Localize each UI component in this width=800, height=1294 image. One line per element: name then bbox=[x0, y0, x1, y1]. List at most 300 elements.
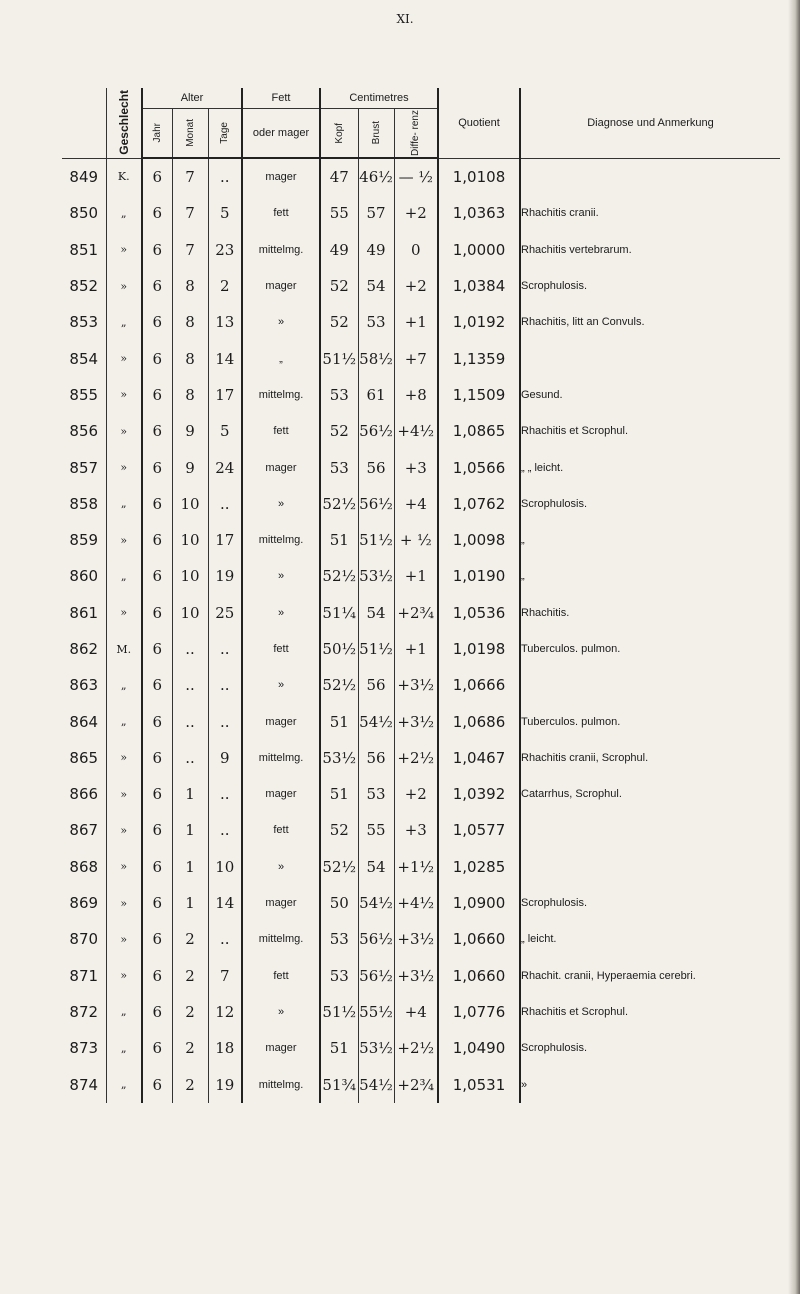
cell-no: 860 bbox=[69, 567, 99, 586]
table-row bbox=[62, 340, 780, 376]
header-fett-sub: oder mager bbox=[242, 109, 320, 159]
cell-tage: 18 bbox=[208, 1030, 242, 1066]
header-monat: Monat bbox=[172, 109, 208, 159]
cell-quot: 1,0285 bbox=[438, 849, 520, 885]
cell-brust: 55½ bbox=[358, 994, 394, 1030]
cell-diag: Rhachitis, litt an Convuls. bbox=[520, 304, 780, 340]
header-fett: Fett bbox=[242, 88, 320, 109]
cell-diff: +1 bbox=[394, 304, 438, 340]
cell-tage: 2 bbox=[208, 268, 242, 304]
cell-no: 849 bbox=[69, 167, 99, 186]
cell-monat: 9 bbox=[172, 413, 208, 449]
cell-quot: 1,0776 bbox=[438, 994, 520, 1030]
cell-sex: » bbox=[106, 812, 142, 848]
cell-no: 850 bbox=[69, 204, 99, 223]
cell-no: 859 bbox=[69, 531, 99, 550]
cell-diag: Scrophulosis. bbox=[520, 1030, 780, 1066]
cell-fett: mager bbox=[242, 449, 320, 485]
cell-brust: 53½ bbox=[358, 1030, 394, 1066]
cell-brust: 56 bbox=[358, 449, 394, 485]
header-diagnose: Diagnose und Anmerkung bbox=[520, 88, 780, 158]
header-kopf: Kopf bbox=[320, 109, 358, 159]
header-centimetres: Centimetres bbox=[320, 88, 438, 109]
cell-tage: 14 bbox=[208, 340, 242, 376]
cell-diag: „ leicht. bbox=[520, 921, 780, 957]
cell-monat: 1 bbox=[172, 885, 208, 921]
cell-quot: 1,0000 bbox=[438, 232, 520, 268]
table-row bbox=[62, 232, 780, 268]
cell-sex: » bbox=[106, 921, 142, 957]
cell-no: 864 bbox=[69, 712, 99, 731]
header-number bbox=[62, 88, 106, 158]
table-row bbox=[62, 486, 780, 522]
cell-brust: 51½ bbox=[358, 631, 394, 667]
cell-fett: » bbox=[242, 486, 320, 522]
cell-monat: .. bbox=[172, 703, 208, 739]
cell-fett: mittelmg. bbox=[242, 921, 320, 957]
cell-tage: 17 bbox=[208, 377, 242, 413]
cell-kopf: 51½ bbox=[320, 994, 358, 1030]
cell-diag: Gesund. bbox=[520, 377, 780, 413]
cell-quot: 1,0762 bbox=[438, 486, 520, 522]
cell-jahr: 6 bbox=[142, 631, 172, 667]
cell-sex: „ bbox=[106, 1030, 142, 1066]
cell-kopf: 49 bbox=[320, 232, 358, 268]
cell-fett: fett bbox=[242, 631, 320, 667]
cell-monat: 10 bbox=[172, 558, 208, 594]
cell-diff: +4 bbox=[394, 486, 438, 522]
cell-kopf: 51¾ bbox=[320, 1066, 358, 1102]
cell-fett: fett bbox=[242, 958, 320, 994]
cell-diff: +2¾ bbox=[394, 595, 438, 631]
table-row bbox=[62, 268, 780, 304]
cell-monat: 10 bbox=[172, 486, 208, 522]
cell-monat: 2 bbox=[172, 958, 208, 994]
cell-fett: fett bbox=[242, 812, 320, 848]
cell-diff: +4½ bbox=[394, 885, 438, 921]
cell-monat: 7 bbox=[172, 158, 208, 195]
table-row bbox=[62, 1030, 780, 1066]
cell-sex: » bbox=[106, 413, 142, 449]
cell-no: 857 bbox=[69, 458, 99, 477]
cell-diag: Rhachitis cranii, Scrophul. bbox=[520, 740, 780, 776]
cell-kopf: 52 bbox=[320, 304, 358, 340]
cell-kopf: 53½ bbox=[320, 740, 358, 776]
cell-monat: 7 bbox=[172, 195, 208, 231]
cell-tage: 10 bbox=[208, 849, 242, 885]
cell-brust: 56½ bbox=[358, 921, 394, 957]
cell-fett: » bbox=[242, 849, 320, 885]
cell-tage: 23 bbox=[208, 232, 242, 268]
cell-diff: +2½ bbox=[394, 740, 438, 776]
cell-kopf: 55 bbox=[320, 195, 358, 231]
header-geschlecht: Geschlecht bbox=[106, 88, 142, 158]
cell-quot: 1,0490 bbox=[438, 1030, 520, 1066]
cell-quot: 1,0865 bbox=[438, 413, 520, 449]
cell-kopf: 51 bbox=[320, 776, 358, 812]
cell-monat: 1 bbox=[172, 776, 208, 812]
cell-sex: K. bbox=[106, 158, 142, 195]
cell-brust: 55 bbox=[358, 812, 394, 848]
table-row bbox=[62, 631, 780, 667]
header-alter: Alter bbox=[142, 88, 242, 109]
table-row bbox=[62, 994, 780, 1030]
header-tage: Tage bbox=[208, 109, 242, 159]
cell-brust: 56½ bbox=[358, 413, 394, 449]
cell-diag: Rhachitis. bbox=[520, 595, 780, 631]
cell-quot: 1,0536 bbox=[438, 595, 520, 631]
cell-jahr: 6 bbox=[142, 232, 172, 268]
cell-quot: 1,0566 bbox=[438, 449, 520, 485]
cell-fett: mager bbox=[242, 776, 320, 812]
cell-monat: 10 bbox=[172, 522, 208, 558]
cell-fett: mager bbox=[242, 703, 320, 739]
cell-quot: 1,0098 bbox=[438, 522, 520, 558]
table-row bbox=[62, 667, 780, 703]
cell-tage: 12 bbox=[208, 994, 242, 1030]
cell-tage: 19 bbox=[208, 558, 242, 594]
cell-monat: 2 bbox=[172, 994, 208, 1030]
header-jahr: Jahr bbox=[142, 109, 172, 159]
cell-fett: mittelmg. bbox=[242, 1066, 320, 1102]
cell-tage: 13 bbox=[208, 304, 242, 340]
cell-tage: .. bbox=[208, 812, 242, 848]
cell-fett: „ bbox=[242, 340, 320, 376]
table-row bbox=[62, 304, 780, 340]
cell-sex: » bbox=[106, 377, 142, 413]
cell-quot: 1,0467 bbox=[438, 740, 520, 776]
cell-brust: 53½ bbox=[358, 558, 394, 594]
cell-brust: 56 bbox=[358, 740, 394, 776]
cell-kopf: 53 bbox=[320, 921, 358, 957]
cell-sex: » bbox=[106, 595, 142, 631]
cell-diag: Tuberculos. pulmon. bbox=[520, 631, 780, 667]
cell-kopf: 51 bbox=[320, 703, 358, 739]
cell-sex: » bbox=[106, 776, 142, 812]
header-differenz: Diffe- renz bbox=[394, 109, 438, 159]
cell-monat: 10 bbox=[172, 595, 208, 631]
cell-diff: +1 bbox=[394, 631, 438, 667]
cell-diag: „ bbox=[520, 522, 780, 558]
cell-monat: .. bbox=[172, 740, 208, 776]
cell-monat: 8 bbox=[172, 377, 208, 413]
cell-diag: „ bbox=[520, 558, 780, 594]
cell-sex: „ bbox=[106, 486, 142, 522]
cell-sex: » bbox=[106, 849, 142, 885]
cell-no: 872 bbox=[69, 1002, 99, 1021]
cell-jahr: 6 bbox=[142, 1066, 172, 1102]
cell-brust: 54½ bbox=[358, 885, 394, 921]
table-row bbox=[62, 703, 780, 739]
cell-diff: +1 bbox=[394, 558, 438, 594]
cell-jahr: 6 bbox=[142, 885, 172, 921]
cell-kopf: 53 bbox=[320, 377, 358, 413]
cell-tage: .. bbox=[208, 667, 242, 703]
cell-diag bbox=[520, 812, 780, 848]
cell-sex: „ bbox=[106, 667, 142, 703]
cell-quot: 1,0531 bbox=[438, 1066, 520, 1102]
cell-brust: 46½ bbox=[358, 158, 394, 195]
cell-jahr: 6 bbox=[142, 595, 172, 631]
cell-no: 865 bbox=[69, 748, 99, 767]
cell-sex: M. bbox=[106, 631, 142, 667]
cell-diff: +4½ bbox=[394, 413, 438, 449]
cell-diff: +3½ bbox=[394, 958, 438, 994]
cell-monat: 2 bbox=[172, 921, 208, 957]
cell-sex: „ bbox=[106, 1066, 142, 1102]
cell-tage: 25 bbox=[208, 595, 242, 631]
cell-diff: +2½ bbox=[394, 1030, 438, 1066]
cell-kopf: 50 bbox=[320, 885, 358, 921]
header-quotient: Quotient bbox=[438, 88, 520, 158]
cell-tage: 24 bbox=[208, 449, 242, 485]
cell-kopf: 53 bbox=[320, 958, 358, 994]
cell-diag: Scrophulosis. bbox=[520, 885, 780, 921]
cell-kopf: 52½ bbox=[320, 667, 358, 703]
table-row bbox=[62, 558, 780, 594]
cell-diff: +8 bbox=[394, 377, 438, 413]
cell-jahr: 6 bbox=[142, 740, 172, 776]
cell-no: 851 bbox=[69, 240, 99, 259]
cell-diag bbox=[520, 667, 780, 703]
cell-fett: mittelmg. bbox=[242, 522, 320, 558]
cell-sex: » bbox=[106, 958, 142, 994]
cell-diff: 0 bbox=[394, 232, 438, 268]
cell-monat: 1 bbox=[172, 812, 208, 848]
cell-brust: 49 bbox=[358, 232, 394, 268]
cell-jahr: 6 bbox=[142, 268, 172, 304]
table-row bbox=[62, 740, 780, 776]
cell-fett: mager bbox=[242, 885, 320, 921]
cell-fett: » bbox=[242, 994, 320, 1030]
cell-jahr: 6 bbox=[142, 958, 172, 994]
cell-jahr: 6 bbox=[142, 703, 172, 739]
cell-no: 866 bbox=[69, 785, 99, 804]
cell-sex: „ bbox=[106, 304, 142, 340]
cell-tage: 19 bbox=[208, 1066, 242, 1102]
cell-quot: 1,0660 bbox=[438, 921, 520, 957]
cell-diag bbox=[520, 340, 780, 376]
cell-fett: fett bbox=[242, 413, 320, 449]
cell-diff: +2¾ bbox=[394, 1066, 438, 1102]
cell-tage: 5 bbox=[208, 195, 242, 231]
cell-jahr: 6 bbox=[142, 522, 172, 558]
cell-jahr: 6 bbox=[142, 994, 172, 1030]
cell-quot: 1,0108 bbox=[438, 158, 520, 195]
cell-jahr: 6 bbox=[142, 776, 172, 812]
cell-brust: 56 bbox=[358, 667, 394, 703]
cell-no: 858 bbox=[69, 494, 99, 513]
cell-diff: +3½ bbox=[394, 703, 438, 739]
cell-jahr: 6 bbox=[142, 558, 172, 594]
cell-monat: .. bbox=[172, 631, 208, 667]
table-row bbox=[62, 595, 780, 631]
cell-kopf: 52½ bbox=[320, 486, 358, 522]
cell-jahr: 6 bbox=[142, 812, 172, 848]
cell-kopf: 52½ bbox=[320, 849, 358, 885]
cell-brust: 53 bbox=[358, 776, 394, 812]
cell-no: 870 bbox=[69, 930, 99, 949]
cell-quot: 1,0660 bbox=[438, 958, 520, 994]
cell-diff: +3½ bbox=[394, 667, 438, 703]
cell-diag: Rhachitis cranii. bbox=[520, 195, 780, 231]
cell-monat: 2 bbox=[172, 1030, 208, 1066]
cell-brust: 54½ bbox=[358, 1066, 394, 1102]
cell-quot: 1,0384 bbox=[438, 268, 520, 304]
cell-no: 862 bbox=[69, 640, 99, 658]
table-row bbox=[62, 377, 780, 413]
cell-fett: mager bbox=[242, 268, 320, 304]
cell-diff: +7 bbox=[394, 340, 438, 376]
cell-quot: 1,0686 bbox=[438, 703, 520, 739]
table-row bbox=[62, 522, 780, 558]
cell-diag: Rhachitis et Scrophul. bbox=[520, 413, 780, 449]
cell-monat: 8 bbox=[172, 268, 208, 304]
cell-sex: „ bbox=[106, 994, 142, 1030]
cell-tage: 14 bbox=[208, 885, 242, 921]
cell-diff: +4 bbox=[394, 994, 438, 1030]
cell-no: 874 bbox=[69, 1075, 99, 1094]
cell-jahr: 6 bbox=[142, 486, 172, 522]
table-row bbox=[62, 1066, 780, 1102]
cell-monat: 2 bbox=[172, 1066, 208, 1102]
cell-fett: mittelmg. bbox=[242, 740, 320, 776]
cell-jahr: 6 bbox=[142, 377, 172, 413]
cell-jahr: 6 bbox=[142, 1030, 172, 1066]
cell-brust: 61 bbox=[358, 377, 394, 413]
cell-no: 852 bbox=[69, 277, 99, 296]
cell-monat: 7 bbox=[172, 232, 208, 268]
cell-diff: +3 bbox=[394, 449, 438, 485]
header-row-top bbox=[62, 88, 780, 109]
cell-no: 855 bbox=[69, 385, 99, 404]
cell-sex: „ bbox=[106, 195, 142, 231]
cell-kopf: 52 bbox=[320, 268, 358, 304]
table-row bbox=[62, 958, 780, 994]
cell-no: 856 bbox=[69, 422, 99, 441]
cell-fett: mager bbox=[242, 1030, 320, 1066]
cell-diag: Tuberculos. pulmon. bbox=[520, 703, 780, 739]
cell-quot: 1,0198 bbox=[438, 631, 520, 667]
cell-brust: 54½ bbox=[358, 703, 394, 739]
cell-tage: .. bbox=[208, 703, 242, 739]
cell-kopf: 52½ bbox=[320, 558, 358, 594]
cell-tage: .. bbox=[208, 921, 242, 957]
cell-brust: 58½ bbox=[358, 340, 394, 376]
cell-jahr: 6 bbox=[142, 849, 172, 885]
table-row bbox=[62, 921, 780, 957]
cell-diag bbox=[520, 849, 780, 885]
cell-diff: +3½ bbox=[394, 921, 438, 957]
cell-diff: +3 bbox=[394, 812, 438, 848]
cell-diag: Rhachit. cranii, Hyperaemia cerebri. bbox=[520, 958, 780, 994]
table-row bbox=[62, 449, 780, 485]
cell-diag: Scrophulosis. bbox=[520, 486, 780, 522]
table-row bbox=[62, 195, 780, 231]
cell-fett: mittelmg. bbox=[242, 232, 320, 268]
cell-diag bbox=[520, 158, 780, 195]
cell-monat: 1 bbox=[172, 849, 208, 885]
cell-jahr: 6 bbox=[142, 340, 172, 376]
cell-diag: Scrophulosis. bbox=[520, 268, 780, 304]
cell-brust: 57 bbox=[358, 195, 394, 231]
cell-brust: 54 bbox=[358, 595, 394, 631]
cell-kopf: 51 bbox=[320, 1030, 358, 1066]
cell-kopf: 53 bbox=[320, 449, 358, 485]
cell-diag: Rhachitis vertebrarum. bbox=[520, 232, 780, 268]
cell-quot: 1,0190 bbox=[438, 558, 520, 594]
cell-no: 867 bbox=[69, 821, 99, 840]
cell-monat: 9 bbox=[172, 449, 208, 485]
cell-jahr: 6 bbox=[142, 449, 172, 485]
cell-fett: » bbox=[242, 558, 320, 594]
cell-fett: » bbox=[242, 667, 320, 703]
cell-diff: + ½ bbox=[394, 522, 438, 558]
cell-jahr: 6 bbox=[142, 921, 172, 957]
cell-diff: — ½ bbox=[394, 158, 438, 195]
cell-fett: mittelmg. bbox=[242, 377, 320, 413]
cell-brust: 54 bbox=[358, 849, 394, 885]
cell-tage: .. bbox=[208, 158, 242, 195]
cell-no: 873 bbox=[69, 1039, 99, 1058]
cell-diff: +2 bbox=[394, 776, 438, 812]
cell-sex: » bbox=[106, 740, 142, 776]
cell-fett: mager bbox=[242, 158, 320, 195]
page-number: XI. bbox=[396, 12, 414, 26]
cell-sex: » bbox=[106, 522, 142, 558]
cell-monat: .. bbox=[172, 667, 208, 703]
cell-no: 863 bbox=[69, 676, 99, 695]
cell-jahr: 6 bbox=[142, 195, 172, 231]
cell-quot: 1,0392 bbox=[438, 776, 520, 812]
cell-brust: 54 bbox=[358, 268, 394, 304]
cell-no: 861 bbox=[69, 603, 99, 622]
cell-sex: „ bbox=[106, 558, 142, 594]
cell-sex: » bbox=[106, 449, 142, 485]
cell-sex: „ bbox=[106, 703, 142, 739]
cell-quot: 1,0192 bbox=[438, 304, 520, 340]
cell-no: 853 bbox=[69, 313, 99, 332]
cell-kopf: 51¼ bbox=[320, 595, 358, 631]
cell-quot: 1,0577 bbox=[438, 812, 520, 848]
cell-brust: 51½ bbox=[358, 522, 394, 558]
cell-jahr: 6 bbox=[142, 413, 172, 449]
cell-monat: 8 bbox=[172, 340, 208, 376]
cell-tage: 5 bbox=[208, 413, 242, 449]
cell-fett: fett bbox=[242, 195, 320, 231]
cell-sex: » bbox=[106, 885, 142, 921]
cell-kopf: 47 bbox=[320, 158, 358, 195]
cell-diag: „ „ leicht. bbox=[520, 449, 780, 485]
cell-diag: Catarrhus, Scrophul. bbox=[520, 776, 780, 812]
cell-jahr: 6 bbox=[142, 304, 172, 340]
cell-brust: 56½ bbox=[358, 958, 394, 994]
cell-quot: 1,0666 bbox=[438, 667, 520, 703]
cell-jahr: 6 bbox=[142, 158, 172, 195]
table-row bbox=[62, 849, 780, 885]
table-row bbox=[62, 885, 780, 921]
cell-brust: 56½ bbox=[358, 486, 394, 522]
table-row bbox=[62, 413, 780, 449]
cell-diag: » bbox=[520, 1066, 780, 1102]
header-brust: Brust bbox=[358, 109, 394, 159]
cell-quot: 1,1509 bbox=[438, 377, 520, 413]
cell-tage: 7 bbox=[208, 958, 242, 994]
cell-tage: .. bbox=[208, 631, 242, 667]
cell-jahr: 6 bbox=[142, 667, 172, 703]
cell-diff: +2 bbox=[394, 268, 438, 304]
cell-no: 868 bbox=[69, 857, 99, 876]
